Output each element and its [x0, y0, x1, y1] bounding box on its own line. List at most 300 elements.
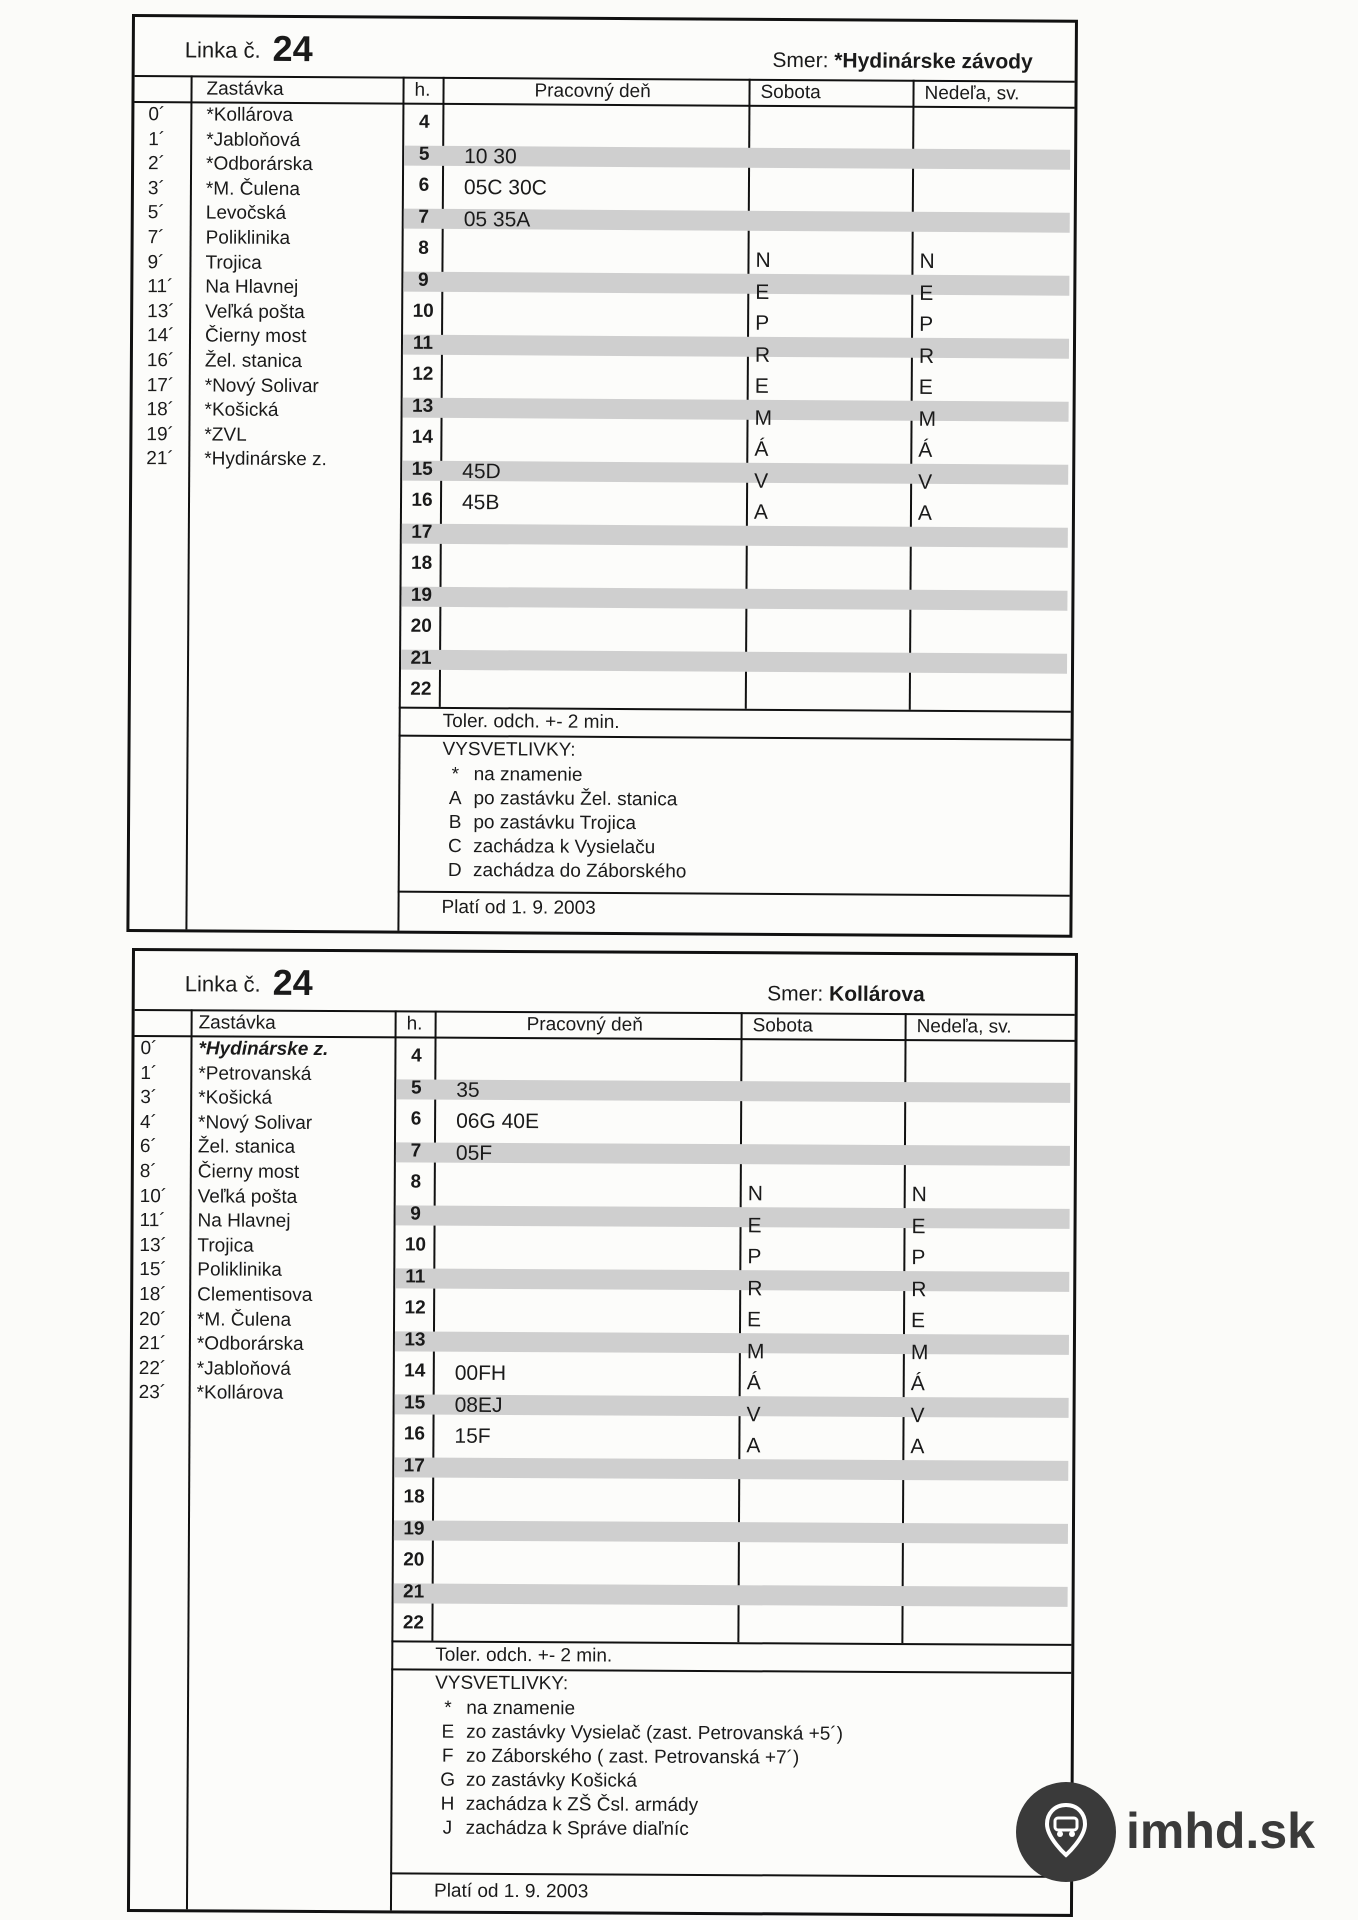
weekday-departures: 45D: [462, 459, 501, 483]
stop-name: Trojica: [197, 1235, 254, 1257]
column-header-sunday: Nedeľa, sv.: [924, 82, 1020, 105]
line-number: 24: [272, 27, 313, 70]
table-row: [396, 1166, 1076, 1201]
hour-cell: 18: [411, 552, 433, 574]
stop-name: Na Hlavnej: [205, 276, 299, 299]
legend-item: [442, 763, 687, 788]
stop-minute: 6´: [139, 1136, 157, 1158]
list-item: [125, 1234, 385, 1260]
letter: E: [754, 374, 769, 398]
legend-item: [434, 1817, 842, 1843]
letter: A: [910, 1435, 925, 1459]
row-shade: [403, 334, 1069, 358]
direction: [767, 982, 925, 1007]
list-item: [134, 152, 394, 178]
legend-text: zachádza k Správe diaľníc: [465, 1817, 689, 1840]
legend-key: *: [444, 1697, 452, 1719]
map-pin-icon: [1043, 1802, 1089, 1858]
hour-cell: 22: [410, 678, 432, 700]
stop-minute: 11´: [139, 1210, 166, 1232]
hour-cell: 17: [403, 1454, 425, 1477]
hour-cell: 9: [418, 269, 429, 291]
list-item: [126, 1185, 386, 1211]
stop-name: Žel. stanica: [197, 1136, 296, 1159]
valid-from: Platí od 1. 9. 2003: [441, 896, 596, 919]
letter: Á: [754, 437, 769, 461]
stop-minute: 22´: [138, 1357, 167, 1379]
letter: V: [746, 1402, 761, 1426]
stop-name: *M. Čulena: [197, 1308, 292, 1331]
line-label: [185, 27, 313, 70]
table-row: [402, 516, 1074, 552]
stop-minute: 18´: [139, 1283, 167, 1306]
hour-cell: 20: [410, 615, 432, 637]
line-label: [185, 961, 313, 1004]
stop-name: Veľká pošta: [197, 1185, 298, 1208]
brand-logo: [1016, 1782, 1316, 1882]
hour-cell: 6: [410, 1108, 422, 1130]
letter: N: [755, 248, 771, 272]
list-item: [132, 447, 392, 473]
stop-name: *Odborárska: [206, 153, 313, 176]
direction-destination: Kollárova: [829, 982, 925, 1007]
list-item: [126, 1160, 386, 1186]
list-item: [125, 1283, 385, 1309]
list-item: [134, 226, 394, 252]
table-row: [394, 1418, 1074, 1453]
letter: P: [755, 311, 770, 335]
letter: E: [911, 1214, 926, 1238]
legend-text: zachádza k Vysielaču: [473, 836, 656, 859]
stop-name: *Nový Solivar: [204, 374, 319, 397]
direction-destination: *Hydinárske závody: [834, 49, 1033, 74]
list-item: [134, 201, 394, 227]
hour-cell: 16: [411, 489, 433, 511]
table-row: [395, 1355, 1075, 1390]
hour-cell: 7: [418, 206, 430, 228]
hour-cell: 8: [410, 1171, 422, 1193]
table-row: [404, 170, 1076, 206]
weekday-departures: 45B: [461, 491, 500, 515]
brand-name: imhd.sk: [1126, 1803, 1315, 1859]
legend-text: na znamenie: [473, 764, 583, 786]
letter: M: [910, 1340, 929, 1364]
stop-list: [132, 103, 394, 473]
logo-circle: [1016, 1782, 1116, 1882]
list-item: [126, 1062, 386, 1088]
stop-minute: 19´: [146, 423, 174, 445]
hour-cell: 15: [411, 458, 433, 480]
timetable-header: [135, 951, 1075, 1016]
legend-key: G: [440, 1769, 456, 1791]
timetable-header: [135, 17, 1075, 83]
list-item: [133, 251, 393, 277]
stop-minute: 1´: [140, 1062, 158, 1084]
legend-key: H: [440, 1793, 455, 1815]
letter: M: [918, 407, 937, 431]
stop-name: *Košická: [204, 399, 279, 422]
stop-name: Trojica: [205, 252, 262, 274]
tolerance-note: Toler. odch. +- 2 min.: [442, 710, 620, 733]
stop-name: *Hydinárske z.: [198, 1038, 329, 1061]
letter: P: [911, 1246, 926, 1270]
hour-cell: 19: [403, 1517, 425, 1540]
weekday-departures: 00FH: [454, 1361, 507, 1385]
stop-name: *Petrovanská: [198, 1062, 312, 1085]
weekday-departures: 05F: [455, 1141, 493, 1165]
list-item: [125, 1381, 385, 1407]
letter: R: [747, 1276, 763, 1300]
column-header-saturday: Sobota: [752, 1015, 813, 1037]
direction: [772, 49, 1032, 75]
table-row: [396, 1103, 1076, 1138]
column-header-stop: Zastávka: [198, 1012, 276, 1034]
table-row: [395, 1261, 1075, 1296]
legend-title: VYSVETLIVKY:: [442, 738, 576, 761]
column-header-weekday: Pracovný deň: [534, 80, 651, 103]
table-row: [395, 1229, 1075, 1264]
table-row: [401, 611, 1073, 647]
row-shade: [401, 586, 1067, 610]
hour-cell: 21: [410, 647, 432, 669]
column-header-saturday: Sobota: [760, 81, 821, 104]
stop-name: *Košická: [198, 1087, 273, 1109]
letter: A: [917, 501, 933, 525]
hour-cell: 14: [411, 426, 434, 448]
table-row: [402, 548, 1074, 584]
table-row: [402, 485, 1074, 521]
hour-cell: 11: [412, 332, 434, 354]
line-label-text: Linka č.: [184, 971, 261, 997]
legend-item: [435, 1745, 843, 1771]
direction-label: Smer:: [767, 982, 824, 1006]
timetable-card: [126, 14, 1078, 938]
row-shade: [402, 460, 1068, 484]
legend-key: *: [451, 763, 460, 786]
list-item: [134, 103, 394, 129]
legend-text: zo zastávky Košická: [465, 1769, 638, 1792]
sunday-no-service: [910, 1179, 929, 1463]
table-row: [404, 138, 1076, 174]
hour-cell: 19: [410, 584, 433, 606]
stop-name: Čierny most: [197, 1161, 300, 1183]
letter: E: [918, 375, 933, 399]
stop-name: *Jabloňová: [196, 1358, 291, 1380]
list-item: [133, 398, 393, 424]
stop-name: Veľká pošta: [205, 301, 305, 323]
list-item: [125, 1258, 385, 1284]
list-item: [133, 349, 393, 375]
list-item: [125, 1357, 385, 1383]
stop-minute: 3´: [140, 1087, 158, 1109]
table-row: [396, 1040, 1076, 1075]
table-row: [395, 1387, 1075, 1422]
letter: N: [747, 1182, 763, 1206]
departure-grid: [393, 1040, 1076, 1642]
table-row: [395, 1324, 1075, 1359]
row-shade: [394, 1580, 1068, 1607]
table-row: [403, 233, 1075, 269]
stop-minute: 21´: [138, 1333, 167, 1355]
letter: R: [918, 344, 935, 368]
hour-cell: 18: [403, 1486, 425, 1508]
hour-cell: 20: [403, 1549, 425, 1571]
line-label-text: Linka č.: [184, 37, 261, 63]
hour-cell: 10: [404, 1234, 427, 1256]
hour-cell: 7: [410, 1139, 422, 1162]
saturday-no-service: [754, 245, 773, 529]
hour-cell: 12: [404, 1297, 426, 1319]
stop-name: *ZVL: [204, 424, 247, 446]
stop-name: *Hydinárske z.: [204, 448, 327, 471]
letter: M: [754, 406, 773, 430]
hour-cell: 17: [411, 521, 433, 543]
stop-minute: 21´: [146, 448, 174, 470]
stop-name: Žel. stanica: [204, 350, 303, 372]
stop-minute: 4´: [140, 1111, 158, 1133]
hour-cell: 14: [404, 1360, 426, 1382]
table-row: [395, 1292, 1075, 1327]
stop-minute: 10´: [139, 1185, 168, 1207]
table-row: [403, 390, 1075, 426]
table-row: [394, 1481, 1074, 1516]
list-item: [126, 1209, 386, 1235]
letter: V: [754, 469, 769, 493]
stop-minute: 18´: [146, 399, 175, 421]
table-row: [403, 327, 1075, 363]
stop-minute: 2´: [148, 153, 166, 175]
stop-minute: 8´: [139, 1161, 157, 1183]
hour-cell: 15: [403, 1391, 426, 1414]
stop-minute: 0´: [140, 1038, 158, 1060]
legend-text: po zastávku Trojica: [473, 812, 637, 835]
hour-cell: 13: [404, 1328, 426, 1351]
stop-name: *M. Čulena: [205, 178, 300, 200]
legend-key: F: [441, 1745, 454, 1767]
stop-minute: 7´: [147, 227, 165, 249]
legend-text: zo zastávky Vysielač (zast. Petrovanská +5´): [466, 1721, 844, 1745]
stop-minute: 13´: [147, 300, 175, 323]
legend-key: B: [448, 811, 462, 834]
letter: M: [746, 1339, 765, 1363]
column-header-weekday: Pracovný deň: [526, 1014, 643, 1036]
stop-minute: 0´: [148, 104, 166, 126]
stop-minute: 23´: [138, 1382, 167, 1404]
list-item: [134, 177, 394, 203]
column-header-hour: h.: [406, 1013, 423, 1035]
legend-item: [435, 1769, 843, 1795]
weekday-departures: 35: [456, 1078, 480, 1102]
list-item: [133, 324, 393, 350]
stop-list: [125, 1037, 387, 1407]
stop-name: *Kollárova: [196, 1382, 284, 1405]
letter: E: [747, 1308, 762, 1332]
departure-grid: [401, 107, 1077, 710]
legend-item: [442, 859, 687, 884]
stop-name: *Nový Solivar: [198, 1112, 313, 1134]
stop-minute: 17´: [146, 374, 175, 396]
legend-key: D: [447, 859, 462, 882]
letter: E: [910, 1309, 926, 1333]
letter: R: [754, 343, 771, 367]
letter: E: [747, 1213, 762, 1237]
row-shade: [401, 649, 1067, 673]
stop-name: *Odborárska: [196, 1333, 304, 1356]
hour-cell: 10: [412, 300, 434, 322]
list-item: [133, 374, 393, 400]
stop-name: Na Hlavnej: [197, 1210, 291, 1232]
table-row: [394, 1544, 1074, 1579]
row-shade: [396, 1202, 1070, 1229]
stop-name: Levočská: [205, 202, 287, 225]
row-shade: [402, 523, 1068, 547]
letter: A: [753, 500, 769, 524]
hour-cell: 21: [403, 1580, 425, 1603]
legend-key: C: [447, 835, 462, 858]
letter: R: [911, 1277, 927, 1301]
table-row: [394, 1450, 1074, 1485]
list-item: [125, 1308, 385, 1334]
line-number: 24: [272, 961, 313, 1003]
legend-key: A: [448, 787, 462, 810]
direction-label: Smer:: [772, 48, 829, 73]
legend-key: J: [442, 1817, 453, 1839]
hour-cell: 9: [410, 1202, 421, 1225]
stop-minute: 3´: [147, 177, 165, 199]
legend: [434, 1673, 843, 1843]
hour-cell: 13: [411, 395, 434, 417]
letter: A: [746, 1434, 761, 1458]
letter: Á: [910, 1372, 925, 1396]
letter: V: [918, 470, 933, 494]
stop-minute: 14´: [146, 325, 175, 347]
weekday-departures: 15F: [454, 1424, 491, 1448]
letter: E: [919, 281, 934, 305]
weekday-departures: 05C 30C: [463, 176, 547, 200]
hour-cell: 22: [402, 1612, 425, 1634]
letter: N: [919, 249, 935, 273]
table-row: [403, 359, 1075, 395]
list-item: [126, 1111, 386, 1137]
saturday-no-service: [746, 1178, 765, 1462]
list-item: [126, 1135, 386, 1161]
table-row: [393, 1607, 1073, 1642]
letter: V: [910, 1403, 925, 1427]
table-row: [396, 1135, 1076, 1170]
table-row: [403, 264, 1075, 300]
list-item: [126, 1086, 386, 1112]
stop-minute: 9´: [147, 251, 165, 273]
list-item: [126, 1037, 386, 1063]
list-item: [134, 128, 394, 154]
legend-item: [442, 811, 687, 836]
letter: P: [919, 312, 934, 336]
row-shade: [403, 397, 1069, 421]
table-row: [404, 107, 1076, 143]
row-shade: [395, 1265, 1069, 1292]
legend-item: [442, 835, 687, 860]
column-header-hour: h.: [414, 79, 431, 101]
table-row: [401, 642, 1073, 678]
weekday-departures: 06G 40E: [456, 1109, 540, 1134]
table-row: [396, 1072, 1076, 1107]
letter: E: [755, 280, 770, 304]
table-row: [394, 1513, 1074, 1548]
hour-cell: 5: [418, 143, 430, 165]
stop-name: Clementisova: [197, 1284, 313, 1306]
hour-cell: 4: [418, 111, 430, 133]
valid-from: Platí od 1. 9. 2003: [434, 1880, 589, 1903]
letter: Á: [746, 1371, 761, 1395]
table-row: [394, 1576, 1074, 1611]
row-shade: [395, 1328, 1069, 1355]
timetable-card: [127, 948, 1078, 1917]
stop-minute: 15´: [139, 1259, 167, 1281]
legend-text: zachádza k ZŠ Čsl. armády: [465, 1793, 699, 1816]
table-row: [401, 579, 1073, 615]
hour-cell: 4: [411, 1045, 422, 1067]
hour-cell: 11: [405, 1265, 426, 1288]
stop-name: Poliklinika: [205, 227, 291, 249]
stop-minute: 11´: [147, 276, 174, 298]
list-item: [133, 300, 393, 326]
hour-cell: 12: [412, 363, 434, 385]
hour-cell: 6: [418, 174, 430, 196]
row-shade: [394, 1454, 1068, 1481]
column-header-sunday: Nedeľa, sv.: [916, 1016, 1012, 1038]
sunday-no-service: [918, 246, 937, 530]
legend-text: na znamenie: [466, 1697, 576, 1720]
divider: [390, 1872, 1070, 1878]
stop-minute: 16´: [146, 350, 175, 372]
letter: N: [911, 1183, 927, 1207]
row-shade: [403, 271, 1069, 295]
stop-name: *Jabloňová: [206, 129, 301, 151]
legend-text: zo Záborského ( zast. Petrovanská +7´): [465, 1745, 800, 1769]
legend-item: [435, 1697, 843, 1723]
table-row: [402, 422, 1074, 458]
list-item: [125, 1332, 385, 1358]
legend-item: [435, 1721, 843, 1747]
list-item: [132, 423, 392, 449]
stop-name: Poliklinika: [197, 1259, 282, 1282]
row-shade: [394, 1517, 1068, 1544]
weekday-departures: 05 35A: [463, 207, 531, 231]
table-row: [404, 201, 1076, 237]
stop-name: *Kollárova: [206, 104, 294, 126]
legend-key: E: [441, 1721, 455, 1743]
legend-item: [442, 787, 687, 812]
legend: [442, 739, 688, 884]
tolerance-note: Toler. odch. +- 2 min.: [435, 1644, 613, 1667]
legend-text: zachádza do Záborského: [472, 860, 687, 883]
row-shade: [396, 1139, 1070, 1166]
table-row: [401, 674, 1073, 710]
column-header-stop: Zastávka: [206, 78, 284, 100]
hour-cell: 8: [418, 237, 429, 259]
stop-minute: 20´: [139, 1308, 167, 1330]
weekday-departures: 08EJ: [454, 1393, 503, 1417]
stop-minute: 13´: [139, 1234, 167, 1256]
letter: P: [747, 1245, 762, 1269]
table-row: [403, 296, 1075, 332]
letter: Á: [918, 438, 933, 462]
legend-text: po zastávku Žel. stanica: [473, 788, 678, 811]
table-row: [402, 453, 1074, 489]
stop-name: Čierny most: [204, 325, 307, 348]
stop-minute: 5´: [147, 202, 165, 224]
hour-cell: 16: [403, 1423, 426, 1445]
